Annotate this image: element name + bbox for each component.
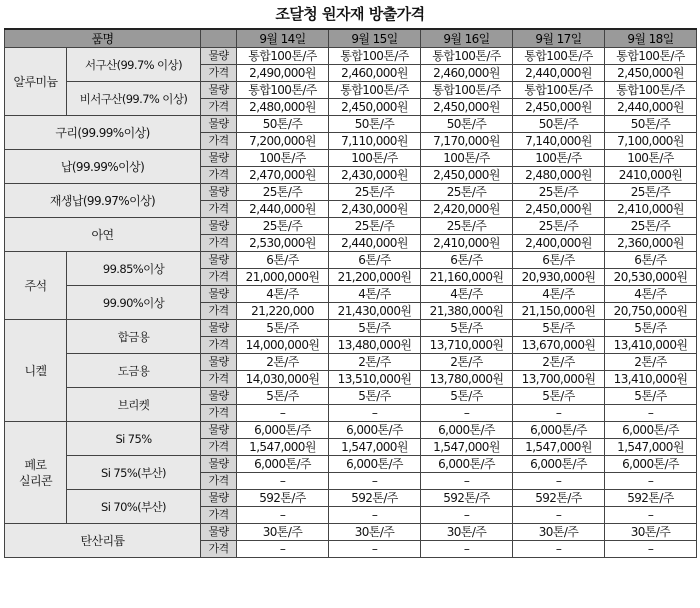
quantity-cell: 30톤/주 — [237, 524, 329, 541]
price-cell: 21,430,000원 — [329, 303, 421, 320]
quantity-cell: 100톤/주 — [421, 150, 513, 167]
price-label: 가격 — [201, 541, 237, 558]
item-header: 품명 — [5, 29, 201, 48]
item-subtype: 서구산(99.7% 이상) — [67, 48, 201, 82]
table-row — [5, 388, 697, 405]
price-cell: – — [329, 507, 421, 524]
table-row — [5, 320, 697, 337]
price-label: 가격 — [201, 303, 237, 320]
item-subtype: 합금용 — [67, 320, 201, 354]
price-cell: 20,530,000원 — [605, 269, 697, 286]
quantity-cell: 25톤/주 — [421, 218, 513, 235]
quantity-cell: 50톤/주 — [421, 116, 513, 133]
quantity-cell: 2톤/주 — [605, 354, 697, 371]
quantity-cell: 100톤/주 — [237, 150, 329, 167]
quantity-cell: 25톤/주 — [237, 218, 329, 235]
quantity-label: 물량 — [201, 320, 237, 337]
price-cell: 21,380,000원 — [421, 303, 513, 320]
item-name: 탄산리튬 — [5, 524, 201, 558]
price-cell: – — [329, 473, 421, 490]
quantity-cell: 25톤/주 — [237, 184, 329, 201]
table-row — [5, 354, 697, 371]
table-row — [5, 48, 697, 65]
quantity-cell: 30톤/주 — [329, 524, 421, 541]
quantity-cell: 통합100톤/주 — [329, 48, 421, 65]
price-label: 가격 — [201, 269, 237, 286]
quantity-label: 물량 — [201, 286, 237, 303]
item-name: 구리(99.99%이상) — [5, 116, 201, 150]
price-cell: 1,547,000원 — [513, 439, 605, 456]
quantity-cell: 6,000톤/주 — [329, 422, 421, 439]
price-cell: 14,030,000원 — [237, 371, 329, 388]
price-cell: 2,470,000원 — [237, 167, 329, 184]
quantity-label: 물량 — [201, 252, 237, 269]
quantity-label: 물량 — [201, 218, 237, 235]
quantity-label: 물량 — [201, 82, 237, 99]
quantity-label: 물량 — [201, 456, 237, 473]
item-subtype: 99.85%이상 — [67, 252, 201, 286]
quantity-cell: 5톤/주 — [237, 320, 329, 337]
price-cell: – — [513, 541, 605, 558]
price-cell: 2,530,000원 — [237, 235, 329, 252]
price-label: 가격 — [201, 507, 237, 524]
price-cell: 13,480,000원 — [329, 337, 421, 354]
quantity-cell: 4톤/주 — [329, 286, 421, 303]
quantity-label: 물량 — [201, 48, 237, 65]
quantity-cell: 5톤/주 — [329, 388, 421, 405]
price-cell: 7,110,000원 — [329, 133, 421, 150]
quantity-cell: 592톤/주 — [237, 490, 329, 507]
price-cell: 13,410,000원 — [605, 371, 697, 388]
item-subtype: Si 75%(부산) — [67, 456, 201, 490]
price-table — [4, 28, 697, 558]
quantity-cell: 통합100톤/주 — [421, 48, 513, 65]
table-row — [5, 252, 697, 269]
price-cell: 7,200,000원 — [237, 133, 329, 150]
price-table-body — [5, 48, 697, 558]
quantity-cell: 5톤/주 — [421, 320, 513, 337]
quantity-label: 물량 — [201, 150, 237, 167]
quantity-cell: 통합100톤/주 — [513, 48, 605, 65]
quantity-label: 물량 — [201, 184, 237, 201]
table-row — [5, 490, 697, 507]
price-cell: 2,490,000원 — [237, 65, 329, 82]
price-cell: 2,440,000원 — [513, 65, 605, 82]
item-name: 재생납(99.97%이상) — [5, 184, 201, 218]
price-cell: 2,410,000원 — [421, 235, 513, 252]
quantity-cell: 6톤/주 — [605, 252, 697, 269]
table-row — [5, 524, 697, 541]
quantity-cell: 30톤/주 — [421, 524, 513, 541]
date-header: 9월 16일 — [421, 29, 513, 48]
quantity-cell: 5톤/주 — [237, 388, 329, 405]
price-label: 가격 — [201, 405, 237, 422]
price-label: 가격 — [201, 99, 237, 116]
quantity-cell: 6톤/주 — [513, 252, 605, 269]
quantity-cell: 2톤/주 — [329, 354, 421, 371]
quantity-cell: 6,000톤/주 — [421, 422, 513, 439]
table-row — [5, 218, 697, 235]
price-cell: 2,420,000원 — [421, 201, 513, 218]
quantity-cell: 통합100톤/주 — [237, 48, 329, 65]
price-cell: 2,460,000원 — [421, 65, 513, 82]
price-cell: 2,480,000원 — [513, 167, 605, 184]
price-cell: 7,100,000원 — [605, 133, 697, 150]
page-title: 조달청 원자재 방출가격 — [275, 5, 425, 23]
quantity-cell: 30톤/주 — [605, 524, 697, 541]
price-cell: – — [421, 405, 513, 422]
price-cell: 21,160,000원 — [421, 269, 513, 286]
quantity-cell: 25톤/주 — [605, 218, 697, 235]
table-row — [5, 286, 697, 303]
item-group: 니켈 — [5, 320, 67, 422]
quantity-cell: 2톤/주 — [513, 354, 605, 371]
quantity-cell: 6,000톤/주 — [329, 456, 421, 473]
price-cell: – — [605, 405, 697, 422]
quantity-cell: 50톤/주 — [605, 116, 697, 133]
price-cell: 2,460,000원 — [329, 65, 421, 82]
quantity-cell: 100톤/주 — [329, 150, 421, 167]
table-row — [5, 184, 697, 201]
price-cell: 2,360,000원 — [605, 235, 697, 252]
date-header: 9월 15일 — [329, 29, 421, 48]
quantity-cell: 5톤/주 — [513, 320, 605, 337]
quantity-cell: 6,000톤/주 — [605, 456, 697, 473]
price-label: 가격 — [201, 473, 237, 490]
quantity-cell: 2톤/주 — [237, 354, 329, 371]
quantity-cell: 통합100톤/주 — [329, 82, 421, 99]
quantity-label: 물량 — [201, 490, 237, 507]
price-cell: 7,170,000원 — [421, 133, 513, 150]
price-cell: – — [421, 541, 513, 558]
price-cell: 2,450,000원 — [605, 65, 697, 82]
quantity-cell: 4톤/주 — [237, 286, 329, 303]
quantity-cell: 4톤/주 — [513, 286, 605, 303]
price-cell: 14,000,000원 — [237, 337, 329, 354]
quantity-cell: 통합100톤/주 — [513, 82, 605, 99]
price-cell: 13,510,000원 — [329, 371, 421, 388]
item-subtype: 비서구산(99.7% 이상) — [67, 82, 201, 116]
quantity-label: 물량 — [201, 388, 237, 405]
price-cell: 21,000,000원 — [237, 269, 329, 286]
quantity-cell: 592톤/주 — [513, 490, 605, 507]
price-cell: – — [513, 473, 605, 490]
quantity-cell: 25톤/주 — [513, 184, 605, 201]
table-row — [5, 422, 697, 439]
quantity-cell: 25톤/주 — [513, 218, 605, 235]
price-label: 가격 — [201, 201, 237, 218]
price-cell: 2,440,000원 — [237, 201, 329, 218]
quantity-cell: 100톤/주 — [605, 150, 697, 167]
date-header: 9월 14일 — [237, 29, 329, 48]
quantity-label: 물량 — [201, 422, 237, 439]
price-cell: – — [237, 507, 329, 524]
quantity-cell: 6,000톤/주 — [237, 456, 329, 473]
price-cell: 1,547,000원 — [605, 439, 697, 456]
price-cell: – — [421, 507, 513, 524]
type-header — [201, 29, 237, 48]
price-cell: – — [605, 473, 697, 490]
price-cell: 2,440,000원 — [605, 99, 697, 116]
table-row — [5, 116, 697, 133]
header-row — [5, 29, 697, 48]
price-cell: 2,450,000원 — [513, 99, 605, 116]
price-cell: 13,410,000원 — [605, 337, 697, 354]
price-cell: – — [329, 541, 421, 558]
price-cell: 2,430,000원 — [329, 167, 421, 184]
price-cell: 1,547,000원 — [237, 439, 329, 456]
quantity-cell: 4톤/주 — [421, 286, 513, 303]
price-cell: 21,220,000 — [237, 303, 329, 320]
item-group: 주석 — [5, 252, 67, 320]
quantity-cell: 5톤/주 — [605, 320, 697, 337]
item-subtype: Si 75% — [67, 422, 201, 456]
price-cell: 2,450,000원 — [329, 99, 421, 116]
price-cell: – — [513, 507, 605, 524]
price-cell: 13,700,000원 — [513, 371, 605, 388]
price-cell: 21,200,000원 — [329, 269, 421, 286]
quantity-label: 물량 — [201, 116, 237, 133]
quantity-cell: 6톤/주 — [237, 252, 329, 269]
price-cell: – — [237, 473, 329, 490]
quantity-cell: 통합100톤/주 — [605, 82, 697, 99]
quantity-cell: 30톤/주 — [513, 524, 605, 541]
quantity-cell: 6,000톤/주 — [605, 422, 697, 439]
item-subtype: Si 70%(부산) — [67, 490, 201, 524]
price-cell: 20,930,000원 — [513, 269, 605, 286]
price-cell: 2,440,000원 — [329, 235, 421, 252]
price-cell: 13,710,000원 — [421, 337, 513, 354]
price-cell: 13,670,000원 — [513, 337, 605, 354]
quantity-cell: 50톤/주 — [329, 116, 421, 133]
item-name: 아연 — [5, 218, 201, 252]
price-label: 가격 — [201, 133, 237, 150]
price-cell: – — [329, 405, 421, 422]
quantity-cell: 6,000톤/주 — [513, 456, 605, 473]
item-group: 알루미늄 — [5, 48, 67, 116]
price-cell: 2,450,000원 — [421, 99, 513, 116]
quantity-cell: 25톤/주 — [605, 184, 697, 201]
table-row — [5, 456, 697, 473]
quantity-cell: 6,000톤/주 — [237, 422, 329, 439]
price-label: 가격 — [201, 439, 237, 456]
quantity-cell: 통합100톤/주 — [237, 82, 329, 99]
price-cell: 21,150,000원 — [513, 303, 605, 320]
quantity-label: 물량 — [201, 524, 237, 541]
quantity-cell: 592톤/주 — [421, 490, 513, 507]
price-cell: – — [237, 541, 329, 558]
quantity-cell: 25톤/주 — [329, 218, 421, 235]
table-row — [5, 150, 697, 167]
quantity-cell: 2톤/주 — [421, 354, 513, 371]
price-cell: – — [605, 541, 697, 558]
item-subtype: 브리켓 — [67, 388, 201, 422]
quantity-cell: 50톤/주 — [237, 116, 329, 133]
quantity-cell: 5톤/주 — [421, 388, 513, 405]
item-name: 납(99.99%이상) — [5, 150, 201, 184]
quantity-cell: 592톤/주 — [605, 490, 697, 507]
price-cell: 2,450,000원 — [513, 201, 605, 218]
quantity-cell: 100톤/주 — [513, 150, 605, 167]
item-group: 페로 실리콘 — [5, 422, 67, 524]
item-subtype: 도금용 — [67, 354, 201, 388]
table-row — [5, 82, 697, 99]
price-label: 가격 — [201, 167, 237, 184]
price-cell: 20,750,000원 — [605, 303, 697, 320]
price-cell: 2,410,000원 — [605, 201, 697, 218]
price-cell: 2410,000원 — [605, 167, 697, 184]
quantity-label: 물량 — [201, 354, 237, 371]
price-cell: – — [605, 507, 697, 524]
price-label: 가격 — [201, 235, 237, 252]
quantity-cell: 4톤/주 — [605, 286, 697, 303]
date-header: 9월 17일 — [513, 29, 605, 48]
quantity-cell: 6,000톤/주 — [513, 422, 605, 439]
price-cell: – — [513, 405, 605, 422]
quantity-cell: 50톤/주 — [513, 116, 605, 133]
quantity-cell: 592톤/주 — [329, 490, 421, 507]
quantity-cell: 6톤/주 — [329, 252, 421, 269]
quantity-cell: 5톤/주 — [605, 388, 697, 405]
price-cell: 2,450,000원 — [421, 167, 513, 184]
price-cell: 2,480,000원 — [237, 99, 329, 116]
quantity-cell: 6톤/주 — [421, 252, 513, 269]
price-label: 가격 — [201, 65, 237, 82]
price-cell: 2,400,000원 — [513, 235, 605, 252]
quantity-cell: 25톤/주 — [421, 184, 513, 201]
price-cell: 7,140,000원 — [513, 133, 605, 150]
price-cell: 2,430,000원 — [329, 201, 421, 218]
date-header: 9월 18일 — [605, 29, 697, 48]
quantity-cell: 통합100톤/주 — [605, 48, 697, 65]
price-cell: 13,780,000원 — [421, 371, 513, 388]
quantity-cell: 5톤/주 — [329, 320, 421, 337]
quantity-cell: 6,000톤/주 — [421, 456, 513, 473]
price-label: 가격 — [201, 337, 237, 354]
price-cell: 1,547,000원 — [329, 439, 421, 456]
price-cell: 1,547,000원 — [421, 439, 513, 456]
price-cell: – — [421, 473, 513, 490]
price-label: 가격 — [201, 371, 237, 388]
quantity-cell: 25톤/주 — [329, 184, 421, 201]
price-cell: – — [237, 405, 329, 422]
item-subtype: 99.90%이상 — [67, 286, 201, 320]
quantity-cell: 통합100톤/주 — [421, 82, 513, 99]
quantity-cell: 5톤/주 — [513, 388, 605, 405]
